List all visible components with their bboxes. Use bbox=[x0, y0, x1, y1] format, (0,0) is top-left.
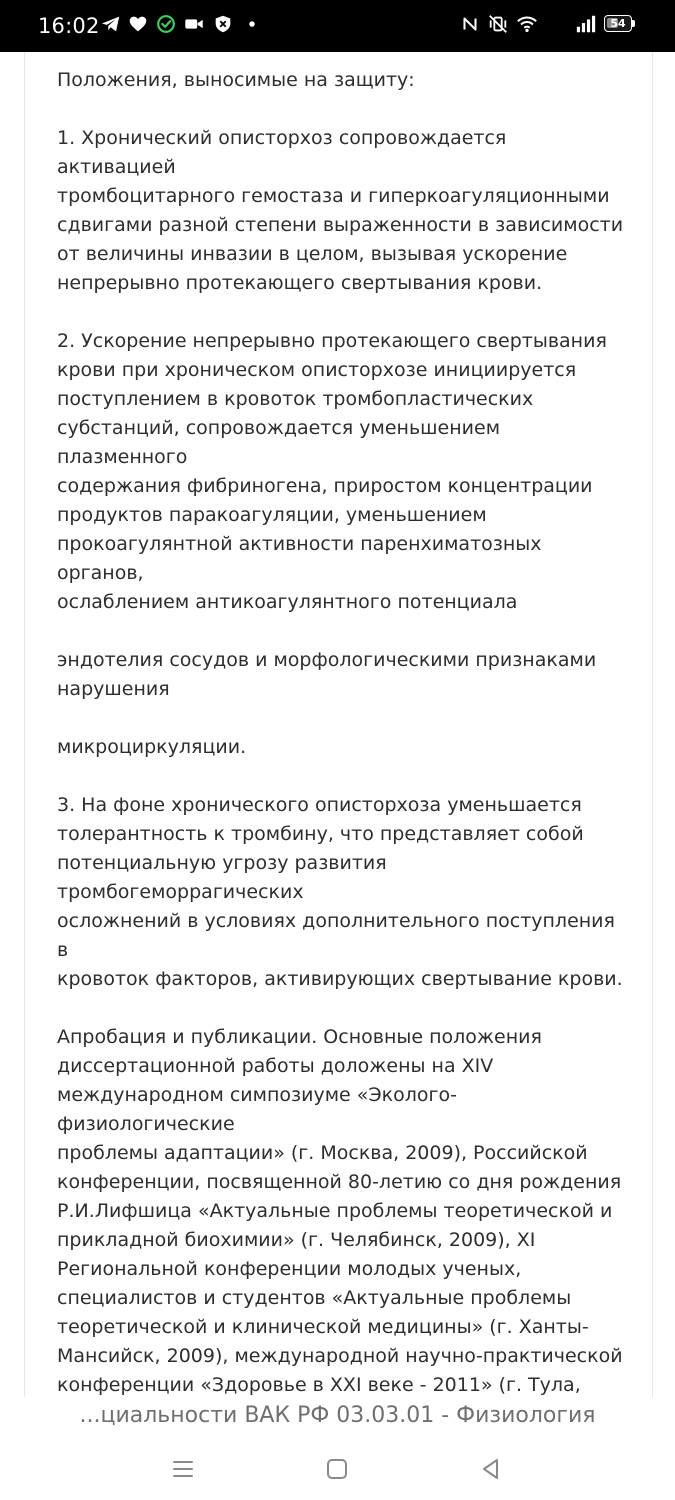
status-time: 16:02 bbox=[38, 14, 100, 38]
back-icon[interactable] bbox=[476, 1454, 506, 1484]
paragraph-thesis-2: 2. Ускорение непрерывно протекающего свертывания крови при хроническом описторхозе инициируется поступлением в кровоток тромбопластических субстанций, сопровождается уменьшением плазменного содержания фибриногена, приростом концентрации продуктов паракоагуляции, уменьшением прокоагулянтной активности паренхиматозных органов, ослаблением антикоагулянтного потенциала bbox=[57, 330, 607, 613]
page-edge-right bbox=[652, 52, 653, 1397]
document-title[interactable]: ...циальности ВАК РФ 03.03.01 - Физиология bbox=[79, 1403, 596, 1428]
paragraph-theses-heading: Положения, выносимые на защиту: bbox=[57, 69, 415, 91]
battery-icon bbox=[604, 15, 638, 34]
menu-icon[interactable] bbox=[168, 1454, 198, 1484]
check-circle-icon bbox=[155, 13, 177, 35]
battery-level: 54 bbox=[610, 17, 626, 30]
paragraph-approbation: Апробация и публикации. Основные положения диссертационной работы доложены на XIV международном симпозиуме «Эколого-физиологические проблемы адаптации» (г. Москва, 2009), Российской конференции, посвященной 80-летию со дня рождения Р.И.Лифшица «Актуальные проблемы теоретической и прикладной биохимии» (г. Челябинск, 2009), XI Региональной конференции молодых ученых, специалистов и студентов «Актуальные проблемы теоретической и клинической медицины» (г. Ханты- Мансийск, 2009), международной научно-практической конференции «Здоровье в XXI веке - 2011» (г. Тула, bbox=[57, 1026, 623, 1396]
signal-icon bbox=[575, 13, 597, 35]
home-icon[interactable] bbox=[322, 1454, 352, 1484]
document-title-bar[interactable] bbox=[0, 1397, 675, 1437]
vibrate-icon bbox=[487, 13, 509, 35]
wifi-icon bbox=[516, 13, 538, 35]
heart-icon bbox=[127, 13, 149, 35]
shield-icon bbox=[212, 13, 234, 35]
paragraph-thesis-3: 3. На фоне хронического описторхоза уменьшается толерантность к тромбину, что представляет собой потенциальную угрозу развития тромбогеморрагических осложнений в условиях дополнительного поступления в кровоток факторов, активирующих свертывание крови. bbox=[57, 794, 623, 990]
document-viewer[interactable] bbox=[0, 52, 675, 1397]
paragraph-thesis-2-continued: эндотелия сосудов и морфологическими признаками нарушения bbox=[57, 649, 597, 700]
navigation-bar bbox=[0, 1437, 675, 1500]
status-bar bbox=[0, 0, 675, 52]
nfc-icon bbox=[459, 13, 481, 35]
document-text bbox=[57, 66, 629, 1397]
video-icon bbox=[183, 13, 205, 35]
paragraph-thesis-2-end: микроциркуляции. bbox=[57, 736, 247, 758]
dot-icon bbox=[241, 13, 263, 35]
page-edge-left bbox=[24, 52, 25, 1397]
paragraph-thesis-1: 1. Хронический описторхоз сопровождается активацией тромбоцитарного гемостаза и гиперкоагуляционными сдвигами разной степени выраженности в зависимости от величины инвазии в целом, вызывая ускорение непрерывно протекающего свертывания крови. bbox=[57, 127, 624, 294]
telegram-icon bbox=[100, 13, 122, 35]
